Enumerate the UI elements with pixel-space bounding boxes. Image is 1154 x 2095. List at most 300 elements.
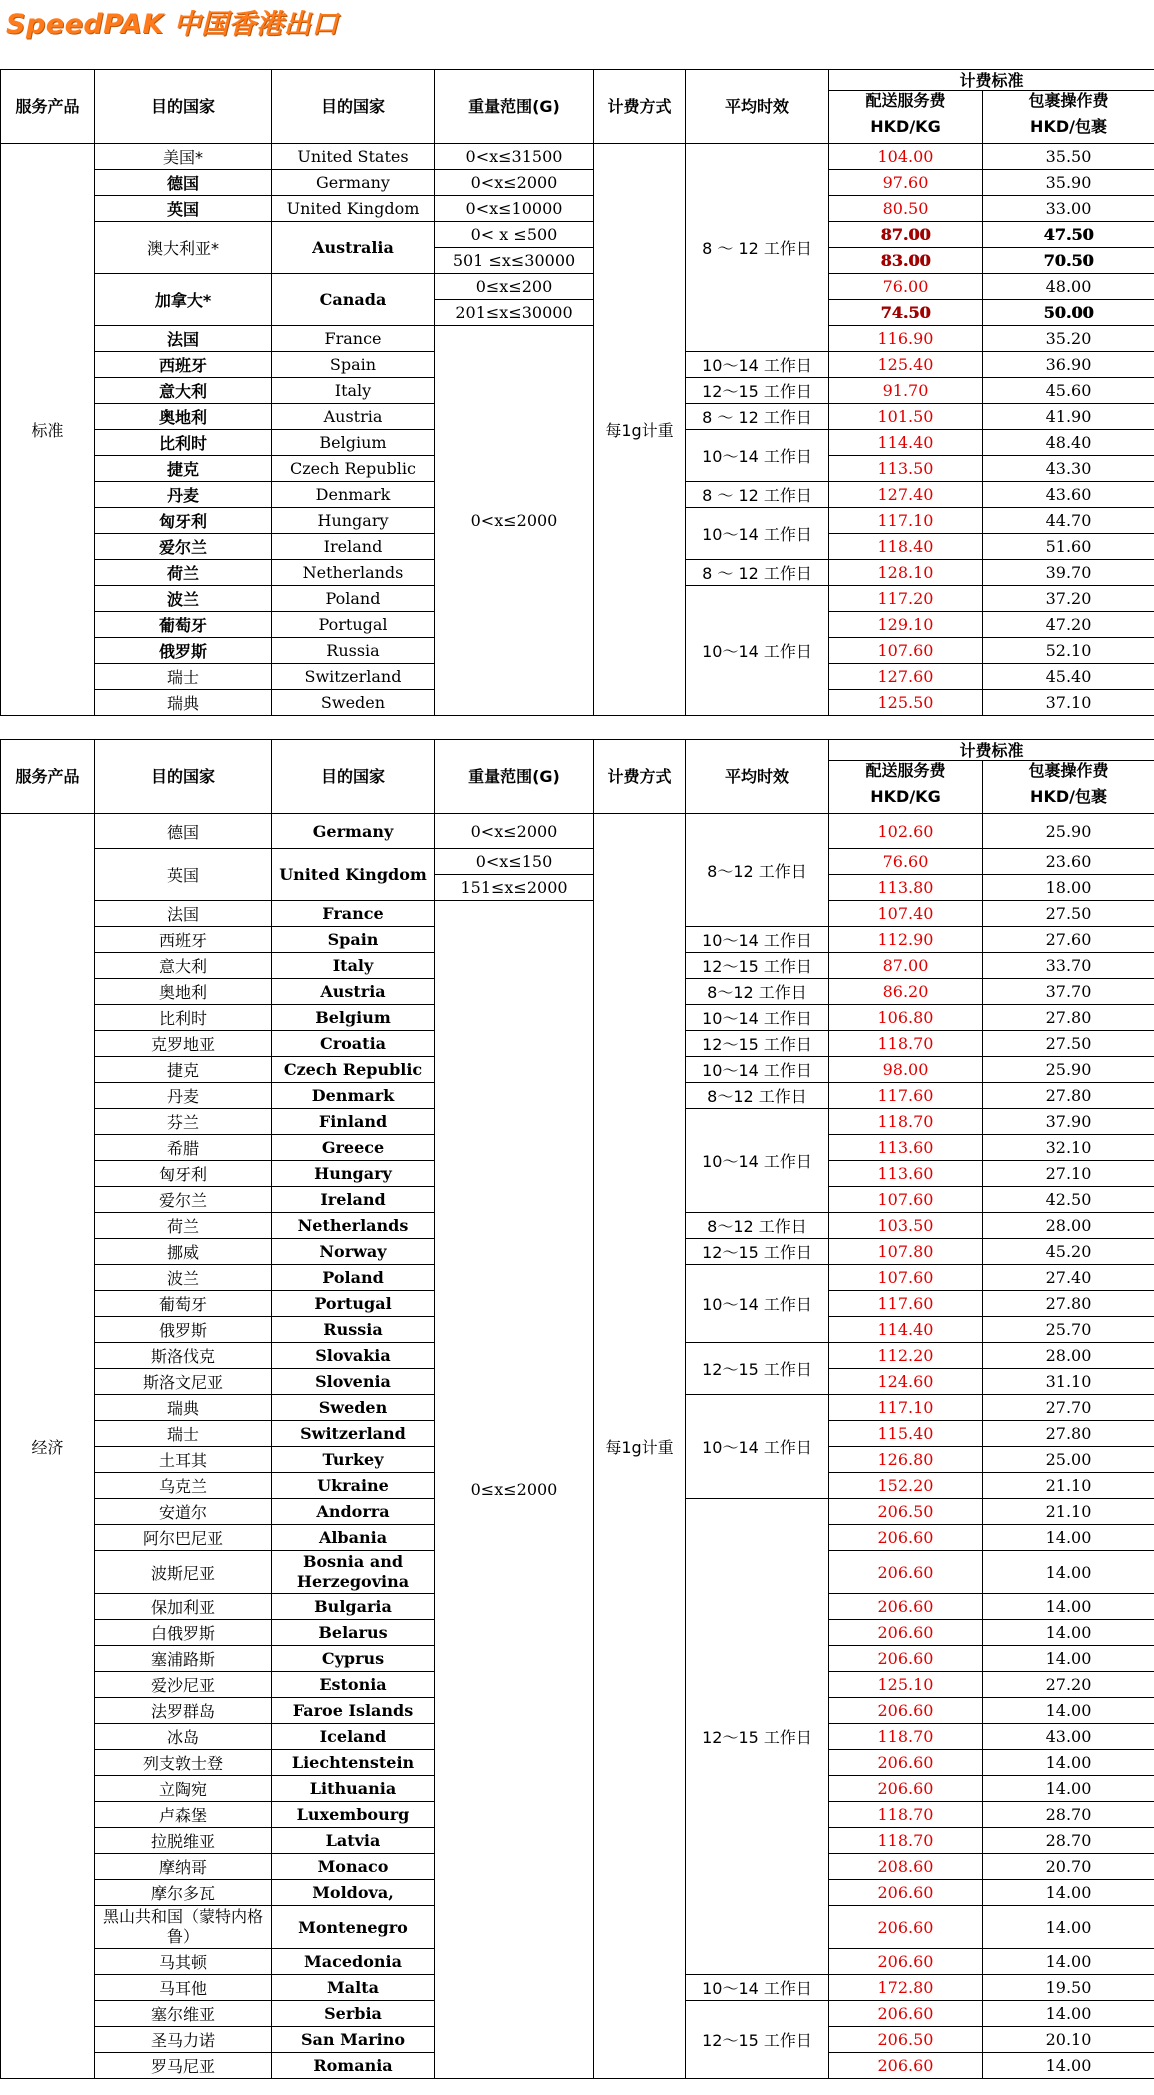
handling-fee: 43.00 — [983, 1724, 1154, 1750]
country-cn: 爱尔兰 — [95, 534, 272, 560]
header-delivery-unit: HKD/KG — [829, 781, 983, 814]
country-cn: 英国 — [95, 849, 272, 901]
country-cn: 捷克 — [95, 456, 272, 482]
country-cn: 瑞典 — [95, 1395, 272, 1421]
country-cn: 意大利 — [95, 378, 272, 404]
weight-range: 0≤x≤2000 — [435, 901, 594, 2079]
delivery-fee: 206.60 — [829, 1880, 983, 1906]
handling-fee: 18.00 — [983, 875, 1154, 901]
delivery-fee: 118.70 — [829, 1031, 983, 1057]
delivery-fee: 126.80 — [829, 1447, 983, 1473]
handling-fee: 28.70 — [983, 1802, 1154, 1828]
handling-fee: 14.00 — [983, 1525, 1154, 1551]
country-en: Moldova, — [272, 1880, 435, 1906]
handling-fee: 14.00 — [983, 1551, 1154, 1594]
weight-range: 0<x≤2000 — [435, 814, 594, 849]
header-dest-cn: 目的国家 — [95, 740, 272, 814]
delivery-fee: 74.50 — [829, 300, 983, 326]
delivery-fee: 112.90 — [829, 927, 983, 953]
timing: 8 ～ 12 工作日 — [686, 144, 829, 352]
country-en: Andorra — [272, 1499, 435, 1525]
table-row — [1, 901, 1154, 927]
country-cn: 立陶宛 — [95, 1776, 272, 1802]
country-en: Albania — [272, 1525, 435, 1551]
country-cn: 列支敦士登 — [95, 1750, 272, 1776]
delivery-fee: 80.50 — [829, 196, 983, 222]
timing: 8 ～ 12 工作日 — [686, 482, 829, 508]
country-en: Portugal — [272, 612, 435, 638]
country-cn: 丹麦 — [95, 1083, 272, 1109]
country-en: Bosnia and Herzegovina — [272, 1551, 435, 1594]
weight-range: 0<x≤10000 — [435, 196, 594, 222]
country-cn: 丹麦 — [95, 482, 272, 508]
handling-fee: 27.50 — [983, 901, 1154, 927]
handling-fee: 20.70 — [983, 1854, 1154, 1880]
handling-fee: 37.90 — [983, 1109, 1154, 1135]
country-en: Italy — [272, 953, 435, 979]
timing: 10～14 工作日 — [686, 430, 829, 482]
delivery-fee: 206.50 — [829, 2027, 983, 2053]
handling-fee: 39.70 — [983, 560, 1154, 586]
country-en: Greece — [272, 1135, 435, 1161]
handling-fee: 14.00 — [983, 1620, 1154, 1646]
country-cn: 德国 — [95, 170, 272, 196]
header-fee-group: 计费标准 — [829, 70, 1154, 91]
delivery-fee: 208.60 — [829, 1854, 983, 1880]
country-en: France — [272, 901, 435, 927]
page-title: SpeedPAK 中国香港出口 — [6, 9, 339, 40]
delivery-fee: 76.00 — [829, 274, 983, 300]
handling-fee: 28.00 — [983, 1213, 1154, 1239]
handling-fee: 42.50 — [983, 1187, 1154, 1213]
header-delivery-fee: 配送服务费 — [829, 91, 983, 111]
delivery-fee: 87.00 — [829, 222, 983, 248]
country-en: Belgium — [272, 1005, 435, 1031]
handling-fee: 27.20 — [983, 1672, 1154, 1698]
country-cn: 法国 — [95, 326, 272, 352]
country-cn: 土耳其 — [95, 1447, 272, 1473]
handling-fee: 27.70 — [983, 1395, 1154, 1421]
country-en: Czech Republic — [272, 456, 435, 482]
country-cn: 保加利亚 — [95, 1594, 272, 1620]
timing: 10～14 工作日 — [686, 1975, 829, 2001]
country-cn: 匈牙利 — [95, 1161, 272, 1187]
country-cn: 比利时 — [95, 430, 272, 456]
delivery-fee: 91.70 — [829, 378, 983, 404]
delivery-fee: 114.40 — [829, 430, 983, 456]
country-en: Romania — [272, 2053, 435, 2079]
country-en: Russia — [272, 1317, 435, 1343]
country-en: Canada — [272, 274, 435, 326]
country-en: United Kingdom — [272, 849, 435, 901]
handling-fee: 14.00 — [983, 1698, 1154, 1724]
handling-fee: 51.60 — [983, 534, 1154, 560]
handling-fee: 45.40 — [983, 664, 1154, 690]
timing: 8 ～ 12 工作日 — [686, 404, 829, 430]
handling-fee: 47.20 — [983, 612, 1154, 638]
country-en: Spain — [272, 927, 435, 953]
country-cn: 俄罗斯 — [95, 638, 272, 664]
header-timing: 平均时效 — [686, 740, 829, 814]
country-cn: 瑞典 — [95, 690, 272, 716]
country-en: Belgium — [272, 430, 435, 456]
handling-fee: 44.70 — [983, 508, 1154, 534]
delivery-fee: 117.10 — [829, 508, 983, 534]
country-cn: 圣马力诺 — [95, 2027, 272, 2053]
handling-fee: 14.00 — [983, 1906, 1154, 1949]
handling-fee: 25.70 — [983, 1317, 1154, 1343]
delivery-fee: 127.60 — [829, 664, 983, 690]
country-cn: 匈牙利 — [95, 508, 272, 534]
country-en: Russia — [272, 638, 435, 664]
country-cn: 俄罗斯 — [95, 1317, 272, 1343]
delivery-fee: 117.60 — [829, 1291, 983, 1317]
handling-fee: 14.00 — [983, 1880, 1154, 1906]
timing: 8～12 工作日 — [686, 814, 829, 927]
delivery-fee: 206.60 — [829, 1525, 983, 1551]
country-en: Lithuania — [272, 1776, 435, 1802]
header-dest-en: 目的国家 — [272, 740, 435, 814]
country-cn: 白俄罗斯 — [95, 1620, 272, 1646]
country-en: Austria — [272, 979, 435, 1005]
handling-fee: 25.00 — [983, 1447, 1154, 1473]
delivery-fee: 107.60 — [829, 1187, 983, 1213]
handling-fee: 27.80 — [983, 1291, 1154, 1317]
delivery-fee: 206.60 — [829, 2053, 983, 2079]
country-cn: 英国 — [95, 196, 272, 222]
handling-fee: 27.80 — [983, 1005, 1154, 1031]
country-en: Spain — [272, 352, 435, 378]
header-dest-en: 目的国家 — [272, 70, 435, 144]
delivery-fee: 97.60 — [829, 170, 983, 196]
delivery-fee: 113.60 — [829, 1135, 983, 1161]
timing: 12～15 工作日 — [686, 953, 829, 979]
country-cn: 挪威 — [95, 1239, 272, 1265]
header-delivery-unit: HKD/KG — [829, 111, 983, 144]
country-cn: 瑞士 — [95, 664, 272, 690]
header-timing: 平均时效 — [686, 70, 829, 144]
delivery-fee: 117.60 — [829, 1083, 983, 1109]
country-cn: 斯洛伐克 — [95, 1343, 272, 1369]
table-row — [1, 196, 1154, 222]
country-cn: 希腊 — [95, 1135, 272, 1161]
billing-method: 每1g计重 — [594, 144, 686, 716]
handling-fee: 25.90 — [983, 1057, 1154, 1083]
handling-fee: 37.10 — [983, 690, 1154, 716]
economy-rate-table — [0, 739, 1154, 2079]
country-en: Slovenia — [272, 1369, 435, 1395]
delivery-fee: 107.60 — [829, 638, 983, 664]
country-en: Liechtenstein — [272, 1750, 435, 1776]
country-cn: 摩纳哥 — [95, 1854, 272, 1880]
delivery-fee: 206.60 — [829, 1620, 983, 1646]
country-en: Switzerland — [272, 1421, 435, 1447]
header-weight: 重量范围(G) — [435, 70, 594, 144]
delivery-fee: 125.10 — [829, 1672, 983, 1698]
handling-fee: 20.10 — [983, 2027, 1154, 2053]
timing: 12～15 工作日 — [686, 2001, 829, 2079]
service-name: 标准 — [1, 144, 95, 716]
handling-fee: 14.00 — [983, 1646, 1154, 1672]
handling-fee: 14.00 — [983, 1594, 1154, 1620]
handling-fee: 28.70 — [983, 1828, 1154, 1854]
timing: 12～15 工作日 — [686, 1031, 829, 1057]
handling-fee: 35.90 — [983, 170, 1154, 196]
country-en: Ireland — [272, 534, 435, 560]
delivery-fee: 127.40 — [829, 482, 983, 508]
handling-fee: 48.40 — [983, 430, 1154, 456]
handling-fee: 31.10 — [983, 1369, 1154, 1395]
handling-fee: 27.40 — [983, 1265, 1154, 1291]
country-en: Czech Republic — [272, 1057, 435, 1083]
handling-fee: 41.90 — [983, 404, 1154, 430]
timing: 10～14 工作日 — [686, 1109, 829, 1213]
delivery-fee: 206.60 — [829, 1594, 983, 1620]
country-cn: 比利时 — [95, 1005, 272, 1031]
delivery-fee: 113.60 — [829, 1161, 983, 1187]
country-en: France — [272, 326, 435, 352]
country-cn: 西班牙 — [95, 352, 272, 378]
weight-range: 0<x≤2000 — [435, 326, 594, 716]
delivery-fee: 101.50 — [829, 404, 983, 430]
delivery-fee: 115.40 — [829, 1421, 983, 1447]
handling-fee: 27.80 — [983, 1083, 1154, 1109]
table-row — [1, 814, 1154, 849]
country-en: Austria — [272, 404, 435, 430]
country-cn: 荷兰 — [95, 560, 272, 586]
country-en: Germany — [272, 814, 435, 849]
delivery-fee: 206.60 — [829, 1551, 983, 1594]
handling-fee: 21.10 — [983, 1499, 1154, 1525]
delivery-fee: 113.80 — [829, 875, 983, 901]
delivery-fee: 98.00 — [829, 1057, 983, 1083]
country-en: Poland — [272, 1265, 435, 1291]
weight-range: 501 ≤x≤30000 — [435, 248, 594, 274]
delivery-fee: 129.10 — [829, 612, 983, 638]
country-en: Turkey — [272, 1447, 435, 1473]
country-en: Hungary — [272, 1161, 435, 1187]
handling-fee: 28.00 — [983, 1343, 1154, 1369]
timing: 12～15 工作日 — [686, 1343, 829, 1395]
timing: 8～12 工作日 — [686, 1213, 829, 1239]
delivery-fee: 128.10 — [829, 560, 983, 586]
delivery-fee: 206.60 — [829, 2001, 983, 2027]
timing: 12～15 工作日 — [686, 1239, 829, 1265]
header-handling-unit: HKD/包裹 — [983, 781, 1154, 814]
delivery-fee: 125.50 — [829, 690, 983, 716]
delivery-fee: 206.50 — [829, 1499, 983, 1525]
delivery-fee: 125.40 — [829, 352, 983, 378]
header-handling-fee: 包裹操作费 — [983, 761, 1154, 781]
country-en: Germany — [272, 170, 435, 196]
country-cn: 塞尔维亚 — [95, 2001, 272, 2027]
handling-fee: 27.80 — [983, 1421, 1154, 1447]
country-cn: 波斯尼亚 — [95, 1551, 272, 1594]
country-en: Latvia — [272, 1828, 435, 1854]
country-en: Croatia — [272, 1031, 435, 1057]
delivery-fee: 83.00 — [829, 248, 983, 274]
table-row — [1, 326, 1154, 352]
country-cn: 爱沙尼亚 — [95, 1672, 272, 1698]
delivery-fee: 206.60 — [829, 1776, 983, 1802]
handling-fee: 52.10 — [983, 638, 1154, 664]
table-row — [1, 849, 1154, 875]
country-cn: 瑞士 — [95, 1421, 272, 1447]
table-row — [1, 274, 1154, 300]
delivery-fee: 107.80 — [829, 1239, 983, 1265]
timing: 10～14 工作日 — [686, 1057, 829, 1083]
country-en: Malta — [272, 1975, 435, 2001]
weight-range: 151≤x≤2000 — [435, 875, 594, 901]
country-en: Faroe Islands — [272, 1698, 435, 1724]
standard-rate-table — [0, 69, 1154, 716]
country-cn: 罗马尼亚 — [95, 2053, 272, 2079]
handling-fee: 14.00 — [983, 2053, 1154, 2079]
table-row — [1, 144, 1154, 170]
header-service: 服务产品 — [1, 70, 95, 144]
country-cn: 克罗地亚 — [95, 1031, 272, 1057]
billing-method: 每1g计重 — [594, 814, 686, 2079]
handling-fee: 37.70 — [983, 979, 1154, 1005]
header-service: 服务产品 — [1, 740, 95, 814]
country-en: Cyprus — [272, 1646, 435, 1672]
country-en: Ireland — [272, 1187, 435, 1213]
country-cn: 乌克兰 — [95, 1473, 272, 1499]
country-cn: 阿尔巴尼亚 — [95, 1525, 272, 1551]
country-cn: 马其顿 — [95, 1949, 272, 1975]
handling-fee: 21.10 — [983, 1473, 1154, 1499]
delivery-fee: 86.20 — [829, 979, 983, 1005]
delivery-fee: 112.20 — [829, 1343, 983, 1369]
country-cn: 捷克 — [95, 1057, 272, 1083]
handling-fee: 35.20 — [983, 326, 1154, 352]
handling-fee: 33.70 — [983, 953, 1154, 979]
delivery-fee: 117.20 — [829, 586, 983, 612]
country-cn: 西班牙 — [95, 927, 272, 953]
timing: 10～14 工作日 — [686, 1265, 829, 1343]
timing: 12～15 工作日 — [686, 378, 829, 404]
country-en: Netherlands — [272, 1213, 435, 1239]
country-cn: 摩尔多瓦 — [95, 1880, 272, 1906]
header-billing: 计费方式 — [594, 70, 686, 144]
country-cn: 澳大利亚* — [95, 222, 272, 274]
country-cn: 葡萄牙 — [95, 612, 272, 638]
country-cn: 安道尔 — [95, 1499, 272, 1525]
country-en: Ukraine — [272, 1473, 435, 1499]
country-cn: 卢森堡 — [95, 1802, 272, 1828]
country-en: Australia — [272, 222, 435, 274]
country-en: Portugal — [272, 1291, 435, 1317]
handling-fee: 45.60 — [983, 378, 1154, 404]
country-en: Norway — [272, 1239, 435, 1265]
country-en: United States — [272, 144, 435, 170]
country-en: Macedonia — [272, 1949, 435, 1975]
country-en: Sweden — [272, 690, 435, 716]
country-en: Sweden — [272, 1395, 435, 1421]
timing: 8～12 工作日 — [686, 1083, 829, 1109]
delivery-fee: 104.00 — [829, 144, 983, 170]
country-cn: 加拿大* — [95, 274, 272, 326]
country-cn: 爱尔兰 — [95, 1187, 272, 1213]
timing: 10～14 工作日 — [686, 508, 829, 560]
country-en: Bulgaria — [272, 1594, 435, 1620]
delivery-fee: 152.20 — [829, 1473, 983, 1499]
country-en: Hungary — [272, 508, 435, 534]
delivery-fee: 116.90 — [829, 326, 983, 352]
country-en: Italy — [272, 378, 435, 404]
country-cn: 波兰 — [95, 586, 272, 612]
delivery-fee: 114.40 — [829, 1317, 983, 1343]
delivery-fee: 206.60 — [829, 1949, 983, 1975]
delivery-fee: 118.40 — [829, 534, 983, 560]
country-cn: 奥地利 — [95, 979, 272, 1005]
handling-fee: 35.50 — [983, 144, 1154, 170]
handling-fee: 25.90 — [983, 814, 1154, 849]
delivery-fee: 172.80 — [829, 1975, 983, 2001]
country-cn: 法罗群岛 — [95, 1698, 272, 1724]
weight-range: 0<x≤31500 — [435, 144, 594, 170]
country-cn: 塞浦路斯 — [95, 1646, 272, 1672]
delivery-fee: 124.60 — [829, 1369, 983, 1395]
handling-fee: 43.30 — [983, 456, 1154, 482]
timing: 10～14 工作日 — [686, 1395, 829, 1499]
header-delivery-fee: 配送服务费 — [829, 761, 983, 781]
header-dest-cn: 目的国家 — [95, 70, 272, 144]
weight-range: 0≤x≤200 — [435, 274, 594, 300]
header-fee-group: 计费标准 — [829, 740, 1154, 761]
delivery-fee: 118.70 — [829, 1109, 983, 1135]
handling-fee: 27.50 — [983, 1031, 1154, 1057]
table-row — [1, 170, 1154, 196]
country-cn: 马耳他 — [95, 1975, 272, 2001]
country-cn: 奥地利 — [95, 404, 272, 430]
country-cn: 黑山共和国（蒙特内格鲁） — [95, 1906, 272, 1949]
delivery-fee: 206.60 — [829, 1698, 983, 1724]
country-en: San Marino — [272, 2027, 435, 2053]
delivery-fee: 102.60 — [829, 814, 983, 849]
handling-fee: 14.00 — [983, 1776, 1154, 1802]
delivery-fee: 118.70 — [829, 1724, 983, 1750]
country-en: Denmark — [272, 1083, 435, 1109]
country-cn: 波兰 — [95, 1265, 272, 1291]
timing: 10～14 工作日 — [686, 1005, 829, 1031]
country-en: Switzerland — [272, 664, 435, 690]
handling-fee: 14.00 — [983, 1750, 1154, 1776]
handling-fee: 32.10 — [983, 1135, 1154, 1161]
handling-fee: 14.00 — [983, 2001, 1154, 2027]
delivery-fee: 206.60 — [829, 1750, 983, 1776]
handling-fee: 36.90 — [983, 352, 1154, 378]
delivery-fee: 106.80 — [829, 1005, 983, 1031]
handling-fee: 70.50 — [983, 248, 1154, 274]
country-cn: 葡萄牙 — [95, 1291, 272, 1317]
handling-fee: 50.00 — [983, 300, 1154, 326]
country-cn: 美国* — [95, 144, 272, 170]
delivery-fee: 107.60 — [829, 1265, 983, 1291]
weight-range: 201≤x≤30000 — [435, 300, 594, 326]
delivery-fee: 206.60 — [829, 1646, 983, 1672]
table-row — [1, 222, 1154, 248]
weight-range: 0< x ≤500 — [435, 222, 594, 248]
country-cn: 芬兰 — [95, 1109, 272, 1135]
service-name: 经济 — [1, 814, 95, 2079]
country-cn: 荷兰 — [95, 1213, 272, 1239]
delivery-fee: 118.70 — [829, 1828, 983, 1854]
country-cn: 冰岛 — [95, 1724, 272, 1750]
header-weight: 重量范围(G) — [435, 740, 594, 814]
handling-fee: 48.00 — [983, 274, 1154, 300]
handling-fee: 37.20 — [983, 586, 1154, 612]
